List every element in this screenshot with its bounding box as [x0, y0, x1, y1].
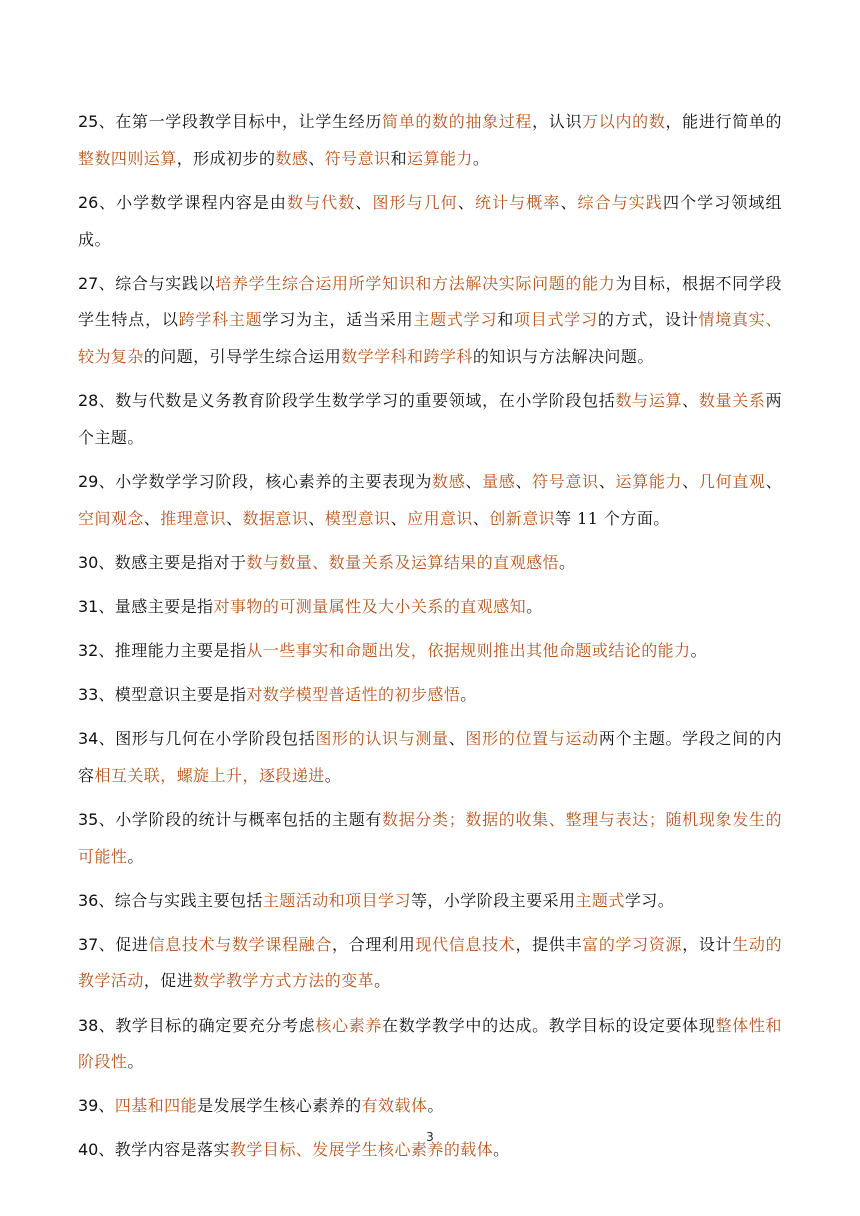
item-text: 、	[390, 508, 408, 528]
item-text: 的问题，引导学生综合运用	[143, 347, 342, 366]
item-number: 28	[78, 391, 99, 411]
item-text: ，设计	[682, 934, 733, 954]
numbered-item	[78, 104, 782, 177]
item-text: 、	[226, 508, 243, 528]
item-text: 学习。	[624, 890, 675, 910]
item-text: 。	[472, 148, 490, 168]
numbered-item	[78, 721, 782, 794]
highlighted-term: 运算能力	[407, 148, 473, 168]
highlighted-term: 符号意识	[324, 148, 391, 168]
item-text: ，认识	[532, 112, 583, 131]
item-text: 、在第一学段教学目标中，让学生经历	[98, 112, 383, 131]
numbered-item	[78, 677, 782, 714]
numbered-item	[78, 1008, 782, 1081]
item-text: 、	[765, 471, 783, 491]
highlighted-term: 数与代数	[286, 192, 356, 212]
item-number: 31	[78, 596, 99, 616]
item-text: 、	[682, 391, 699, 411]
highlighted-term: 图形的位置与运动	[465, 729, 599, 749]
highlighted-term: 富的学习资源	[582, 934, 683, 954]
numbered-item	[78, 927, 782, 1000]
item-text: ，形成初步的	[176, 148, 276, 168]
item-number: 26	[78, 192, 99, 212]
item-text: 、数与代数是义务教育阶段学生数学学习的重要领域，在小学阶段包括	[98, 391, 616, 411]
item-text: 为目标，根据不同学段学生特点，以	[78, 273, 782, 330]
highlighted-term: 综合与实践	[577, 192, 663, 212]
item-number: 25	[78, 112, 99, 131]
item-text: 学习为主，适当采用	[262, 310, 414, 330]
item-text: 、教学内容是落实	[98, 1140, 230, 1160]
item-text: 和	[497, 310, 514, 330]
item-text: 、促进	[98, 934, 149, 954]
item-text: 、数感主要是指对于	[98, 552, 247, 572]
numbered-item	[78, 464, 782, 537]
item-text: 、	[308, 508, 325, 528]
item-number: 33	[78, 684, 99, 704]
item-number: 30	[78, 552, 99, 572]
numbered-item	[78, 545, 782, 582]
highlighted-term: 空间观念	[78, 508, 144, 528]
item-text: 、综合与实践以	[98, 273, 216, 293]
item-number: 38	[78, 1015, 99, 1035]
item-text: 。	[324, 765, 342, 785]
item-number: 35	[78, 809, 99, 829]
numbered-item	[78, 633, 782, 670]
highlighted-term: 整数四则运算	[78, 148, 177, 168]
item-text: 、	[448, 729, 466, 749]
item-text: 等 11 个方面。	[555, 508, 670, 528]
numbered-item	[78, 185, 782, 258]
item-text: ，能进行简单的	[665, 112, 782, 131]
highlighted-term: 跨学科主题	[178, 310, 263, 330]
item-text: 、	[682, 471, 699, 491]
item-text: 、	[515, 471, 533, 491]
item-text: 等，小学阶段主要采用	[410, 890, 576, 910]
highlighted-term: 数与运算	[615, 391, 683, 411]
highlighted-term: 对事物的可测量属性及大小关系的直观感知	[213, 596, 527, 616]
item-text: 两个主题。学段之间的内容	[78, 729, 782, 785]
highlighted-term: 统计与概率	[474, 192, 561, 212]
highlighted-term: 数感	[432, 471, 466, 491]
numbered-item	[78, 1088, 782, 1125]
highlighted-term: 相互关联，螺旋上升，逐段递进	[94, 765, 325, 785]
numbered-item	[78, 589, 782, 626]
highlighted-term: 整体性和阶段性	[78, 1015, 782, 1072]
highlighted-term: 信息技术与数学课程融合	[148, 934, 333, 954]
highlighted-term: 数据分类；数据的收集、整理与表达；随机现象发生的可能性	[78, 809, 782, 866]
item-number: 32	[78, 640, 99, 660]
highlighted-term: 应用意识	[407, 508, 473, 528]
highlighted-term: 生动的教学活动	[78, 934, 783, 991]
item-text: 在数学教学中的达成。教学目标的设定要体现	[382, 1015, 716, 1035]
highlighted-term: 图形与几何	[372, 192, 458, 212]
item-text: 四个学习领域组成。	[78, 192, 782, 249]
highlighted-term: 现代信息技术	[415, 934, 516, 954]
item-text: ，合理利用	[332, 934, 416, 954]
item-text: 。	[558, 552, 576, 572]
highlighted-term: 简单的数的抽象过程	[382, 112, 533, 131]
item-number: 34	[78, 729, 99, 749]
item-text: 是发展学生核心素养的	[197, 1096, 362, 1116]
item-text: 、	[472, 508, 490, 528]
item-text: 、	[143, 508, 161, 528]
item-text: 、	[598, 471, 616, 491]
highlighted-term: 项目式学习	[514, 310, 598, 330]
item-text: 。	[427, 1096, 444, 1116]
item-number: 29	[78, 471, 99, 491]
item-number: 36	[78, 890, 99, 910]
item-text: 、模型意识主要是指	[98, 684, 247, 704]
item-text: 。	[127, 846, 144, 866]
highlighted-term: 数学学科和跨学科	[341, 347, 473, 366]
item-text: 、	[98, 1096, 115, 1116]
item-text: 的方式，设计	[597, 310, 699, 330]
item-text: 、	[465, 471, 483, 491]
item-text: 。	[493, 1140, 510, 1160]
item-text: 。	[460, 684, 477, 704]
item-number: 37	[78, 934, 99, 954]
item-text: 、推理能力主要是指	[98, 640, 247, 660]
item-number: 27	[78, 273, 99, 293]
item-text: 。	[690, 640, 708, 660]
item-text: 、综合与实践主要包括	[98, 890, 263, 910]
highlighted-term: 数学教学方式方法的变革	[193, 971, 375, 991]
page-number: 3	[426, 1130, 434, 1144]
highlighted-term: 量感	[482, 471, 516, 491]
highlighted-term: 有效载体	[361, 1096, 428, 1116]
highlighted-term: 情境真实、较为复杂	[78, 310, 782, 366]
highlighted-term: 数量关系	[698, 391, 766, 411]
highlighted-term: 主题式	[575, 890, 625, 910]
item-text: 、小学数学学习阶段，核心素养的主要表现为	[98, 471, 433, 491]
highlighted-term: 推理意识	[160, 508, 227, 528]
highlighted-term: 主题活动和项目学习	[262, 890, 411, 910]
item-text: 两个主题。	[78, 391, 783, 447]
item-text: 。	[374, 971, 391, 991]
highlighted-term: 运算能力	[615, 471, 683, 491]
item-text: 、量感主要是指	[98, 596, 214, 616]
item-text: 、	[457, 192, 475, 212]
item-text: 、	[355, 192, 373, 212]
item-text: 的知识与方法解决问题。	[472, 347, 654, 366]
highlighted-term: 从一些事实和命题出发，依据规则推出其他命题或结论的能力	[246, 640, 691, 660]
highlighted-term: 对数学模型普适性的初步感悟	[246, 684, 461, 704]
numbered-item	[78, 266, 782, 376]
highlighted-term: 符号意识	[532, 471, 599, 491]
item-number: 40	[78, 1140, 99, 1160]
highlighted-term: 万以内的数	[582, 112, 666, 131]
item-text: 和	[390, 148, 408, 168]
item-text: ，促进	[143, 971, 194, 991]
highlighted-term: 模型意识	[324, 508, 391, 528]
numbered-item	[78, 883, 782, 920]
highlighted-term: 培养学生综合运用所学知识和方法解决实际问题的能力	[215, 273, 616, 293]
document-body	[78, 104, 782, 1177]
highlighted-term: 核心素养	[315, 1015, 383, 1035]
highlighted-term: 图形的认识与测量	[315, 729, 449, 749]
highlighted-term: 数与数量、数量关系及运算结果的直观感悟	[246, 552, 559, 572]
item-text: 、	[560, 192, 578, 212]
item-text: 、小学阶段的统计与概率包括的主题有	[98, 809, 383, 829]
item-text: 、小学数学课程内容是由	[98, 192, 287, 212]
highlighted-term: 数感	[275, 148, 309, 168]
highlighted-term: 几何直观	[698, 471, 766, 491]
item-text: 。	[127, 1052, 144, 1072]
numbered-item	[78, 802, 782, 875]
highlighted-term: 主题式学习	[413, 310, 498, 330]
item-text: 、图形与几何在小学阶段包括	[98, 729, 316, 749]
item-text: ，提供丰	[515, 934, 583, 954]
item-text: 、	[308, 148, 325, 168]
item-number: 39	[78, 1096, 99, 1116]
highlighted-term: 教学目标、发展学生核心素养的载体	[229, 1140, 494, 1160]
item-text: 、教学目标的确定要充分考虑	[98, 1015, 316, 1035]
highlighted-term: 四基和四能	[114, 1096, 198, 1116]
numbered-item	[78, 383, 782, 456]
item-text: 。	[526, 596, 543, 616]
highlighted-term: 数据意识	[242, 508, 309, 528]
highlighted-term: 创新意识	[489, 508, 556, 528]
